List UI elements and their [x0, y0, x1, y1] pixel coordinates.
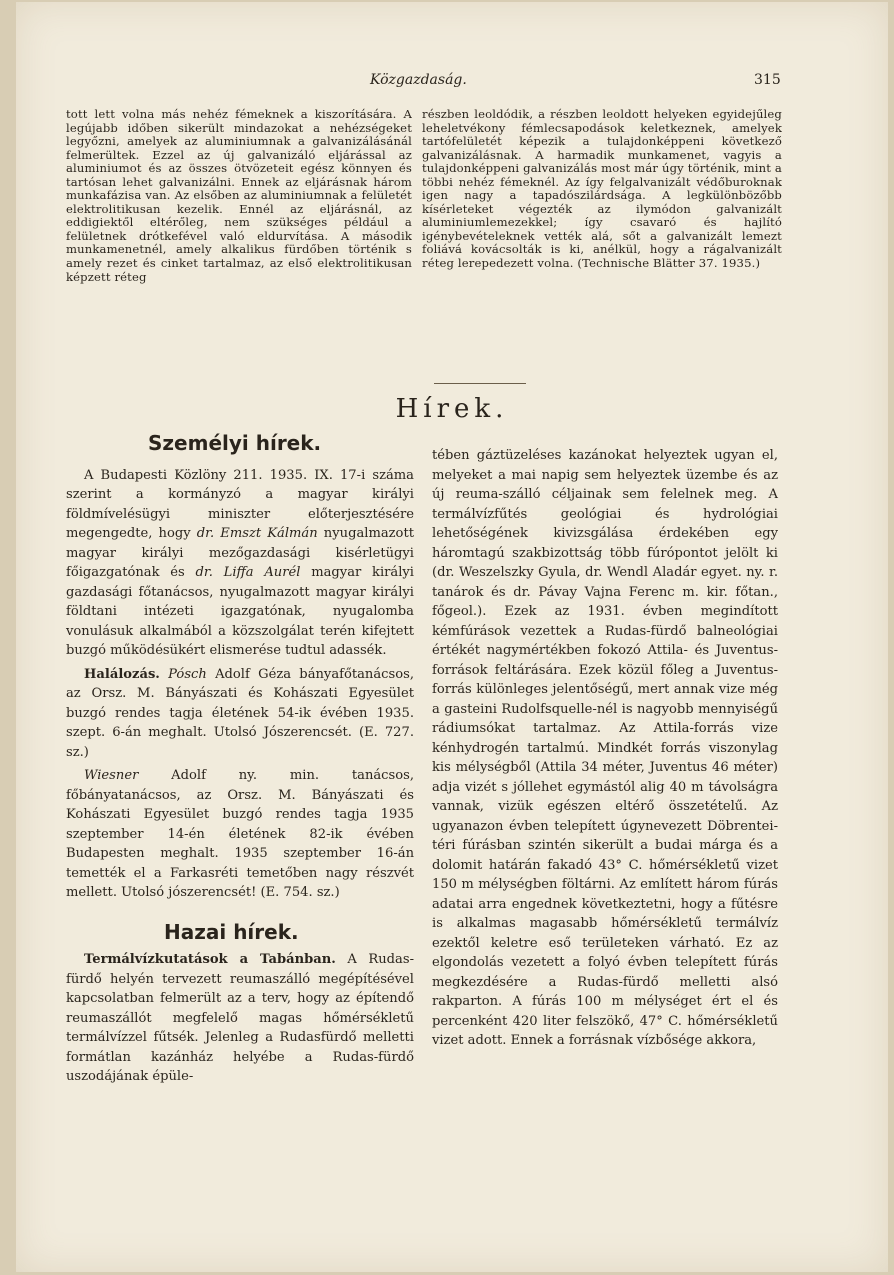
paragraph-text: nyugalmazott magyar királyi mezőgazdasági kisérletügyi főigazgatónak és — [66, 526, 414, 580]
paragraph-text: Adolf Géza bányafőtanácsos, az Orsz. M. Bányászati és Kohászati Egyesület buzgó rendes tagja életének 54-ik évében 1935. szept. 6-án meghalt. Utolsó Jószerencsét. (E. 727. sz.) — [66, 666, 414, 760]
top-left-column — [66, 108, 412, 284]
thermal-water-paragraph — [66, 950, 414, 1087]
galvanizing-text-left: tott lett volna más nehéz fémeknek a kiszorítására. A legújabb időben sikerült mindazokat a nehézségeket legyőzni, amelyek az aluminiumnak a galvanizálásánál felmerültek. Ezzel az új galvanizáló eljárással az aluminiumot és az összes ötvözeteit egész könnyen és tartósan lehet galvanizálni. Ennek az eljárásnak három munkafázisa van. Az elsőben az aluminiumnak a felületét elektrolitikusan kezelik. Ennél az eljárásnál, az eddigiektől eltérőleg, nem szükséges például a felületnek drótkefével való eldurvítása. A második munkamenetnél, amely alkalikus fürdőben történik s amely rezet és cinket tartalmaz, az első elektrolitikusan képzett réteg — [66, 107, 412, 284]
paragraph-text: A Budapesti Közlöny 211. 1935. IX. 17-i száma szerint a kormányzó a magyar királyi földmívelésügyi miniszter előterjesztésére megengedte, hogy — [66, 467, 414, 541]
article-divider — [434, 383, 526, 384]
obituary-posch — [66, 665, 414, 763]
obituary-wiesner — [66, 766, 414, 903]
personal-news-paragraph — [66, 466, 414, 661]
bottom-right-column — [432, 446, 778, 1051]
obituary-lead: Halálozás. — [84, 666, 160, 682]
paragraph-text: magyar királyi gazdasági főtanácsos, nyugalmazott magyar királyi földtani intézeti igazgatónak, nyugalomba vonulásuk alkalmából a közszolgálat terén kifejtett buzgó működésükért elismerése tudtul adassék. — [66, 565, 414, 658]
top-right-column — [422, 108, 782, 271]
scanned-page — [16, 2, 888, 1272]
paragraph-text: A Rudas-fürdő helyén tervezett reumaszálló megépítésével kapcsolatban felmerült az a terv, hogy az építendő reumaszállót megfelelő magas hőmérsékletű termálvízzel fűtsék. Jelenleg a Rudasfürdő melletti formátlan kazánház helyébe a Rudas-fürdő uszodájának épüle- — [66, 952, 414, 1084]
person-name: dr. Emszt Kálmán — [196, 526, 318, 541]
article-lead: Termálvízkutatások a Tabánban. — [84, 952, 336, 967]
thermal-water-continued: tében gáztüzeléses kazánokat helyeztek ugyan el, melyeket a mai napig sem helyeztek üzembe és az új reuma-szálló céljainak sem felelnek meg. A termálvízfűtés geológiai és hydrológiai lehetőségének kivizsgálása érdekében egy háromtagú szakbizottság több fúrópontot jelölt ki (dr. Weszelszky Gyula, dr. Wendl Aladár egyet. ny. r. tanárok és dr. Pávay Vajna Ferenc m. kir. főtan., főgeol.). Ezek az 1931. évben megindított kémfúrások vezettek a Rudas-fürdő balneológiai értékét nagymértékben fokozó Attila- és Juventus-források feltárására. Ezek közül főleg a Juventus-forrás különleges jelentőségű, mert annak vize még a gasteini Rudolfsquelle-nél is nagyobb mennyiségű rádiumsókat tartalmaz. Az Attila-forrás vize kénhydrogén tartalmú. Mindkét forrás viszonylag kis mélységből (Attila 34 méter, Juventus 46 méter) adja vizét s jóllehet egymástól alig 40 m távolságra vannak, vizük egészen eltérő összetételű. Az ugyanazon évben telepített úgynevezett Döbrentei-téri fúrásban szintén sikerült a budai márga és a dolomit határán fakadó 43° C. hőmérsékletű vizet 150 m mélységben föltárni. Az említett három fúrás adatai arra engednek következtetni, hogy a fűtésre is alkalmas magasabb hőmérsékletű termálvíz ezektől keletre eső területeken várható. Ez az elgondolás vezetett a folyó évben telepített fúrás megkezdésére a Rudas-fürdő melletti alsó rakparton. A fúrás 100 m mélységet ért el és percenként 420 liter felszökő, 47° C. hőmérsékletű vizet adott. Ennek a forrásnak vízbősége akkora, — [432, 448, 778, 1048]
paragraph-text: Adolf ny. min. tanácsos, főbányatanácsos, az Orsz. M. Bányászati és Kohászati Egyesület buzgó rendes tagja 1935 szeptember 14-én életének 82-ik évében Budapesten meghalt. 1935 szeptember 16-án temették el a Farkasréti temetőben nagy részvét mellett. Utolsó jószerencsét! (E. 754. sz.) — [66, 768, 414, 900]
running-head: Közgazdaság. — [370, 72, 467, 88]
person-name: Pósch — [168, 666, 207, 682]
personal-news-heading: Személyi hírek. — [148, 431, 322, 455]
person-name: dr. Liffa Aurél — [195, 565, 301, 580]
person-name: Wiesner — [84, 768, 139, 783]
bottom-left-column — [66, 431, 414, 1087]
page-header — [16, 72, 888, 92]
galvanizing-text-right: részben leoldódik, a részben leoldott helyeken egyidejűleg leheletvékony fémlecsapodások keletkeznek, amelyek tartófelületét képezik a tulajdonképpeni következő galvanizálásnak. A harmadik munkamenet, vagyis a tulajdonképpeni galvanizálás most már úgy történik, mint a többi nehéz fémeknél. Az így felgalvanizált védőburoknak igen nagy a tapadószilárdsága. A legkülönbözőbb kísérleteket végezték az ilymódon galvanizált aluminiumlemezekkel; így csavaró és hajlító igénybevételeknek vették alá, sőt a galvanizált lemezt foliává kovácsolták is ki, anélkül, hogy a rágalvanizált réteg lerepedezett volna. (Technische Blätter 37. 1935.) — [422, 107, 782, 271]
domestic-news-heading: Hazai hírek. — [164, 919, 299, 944]
section-title: Hírek. — [395, 394, 509, 424]
page-number: 315 — [754, 72, 781, 88]
